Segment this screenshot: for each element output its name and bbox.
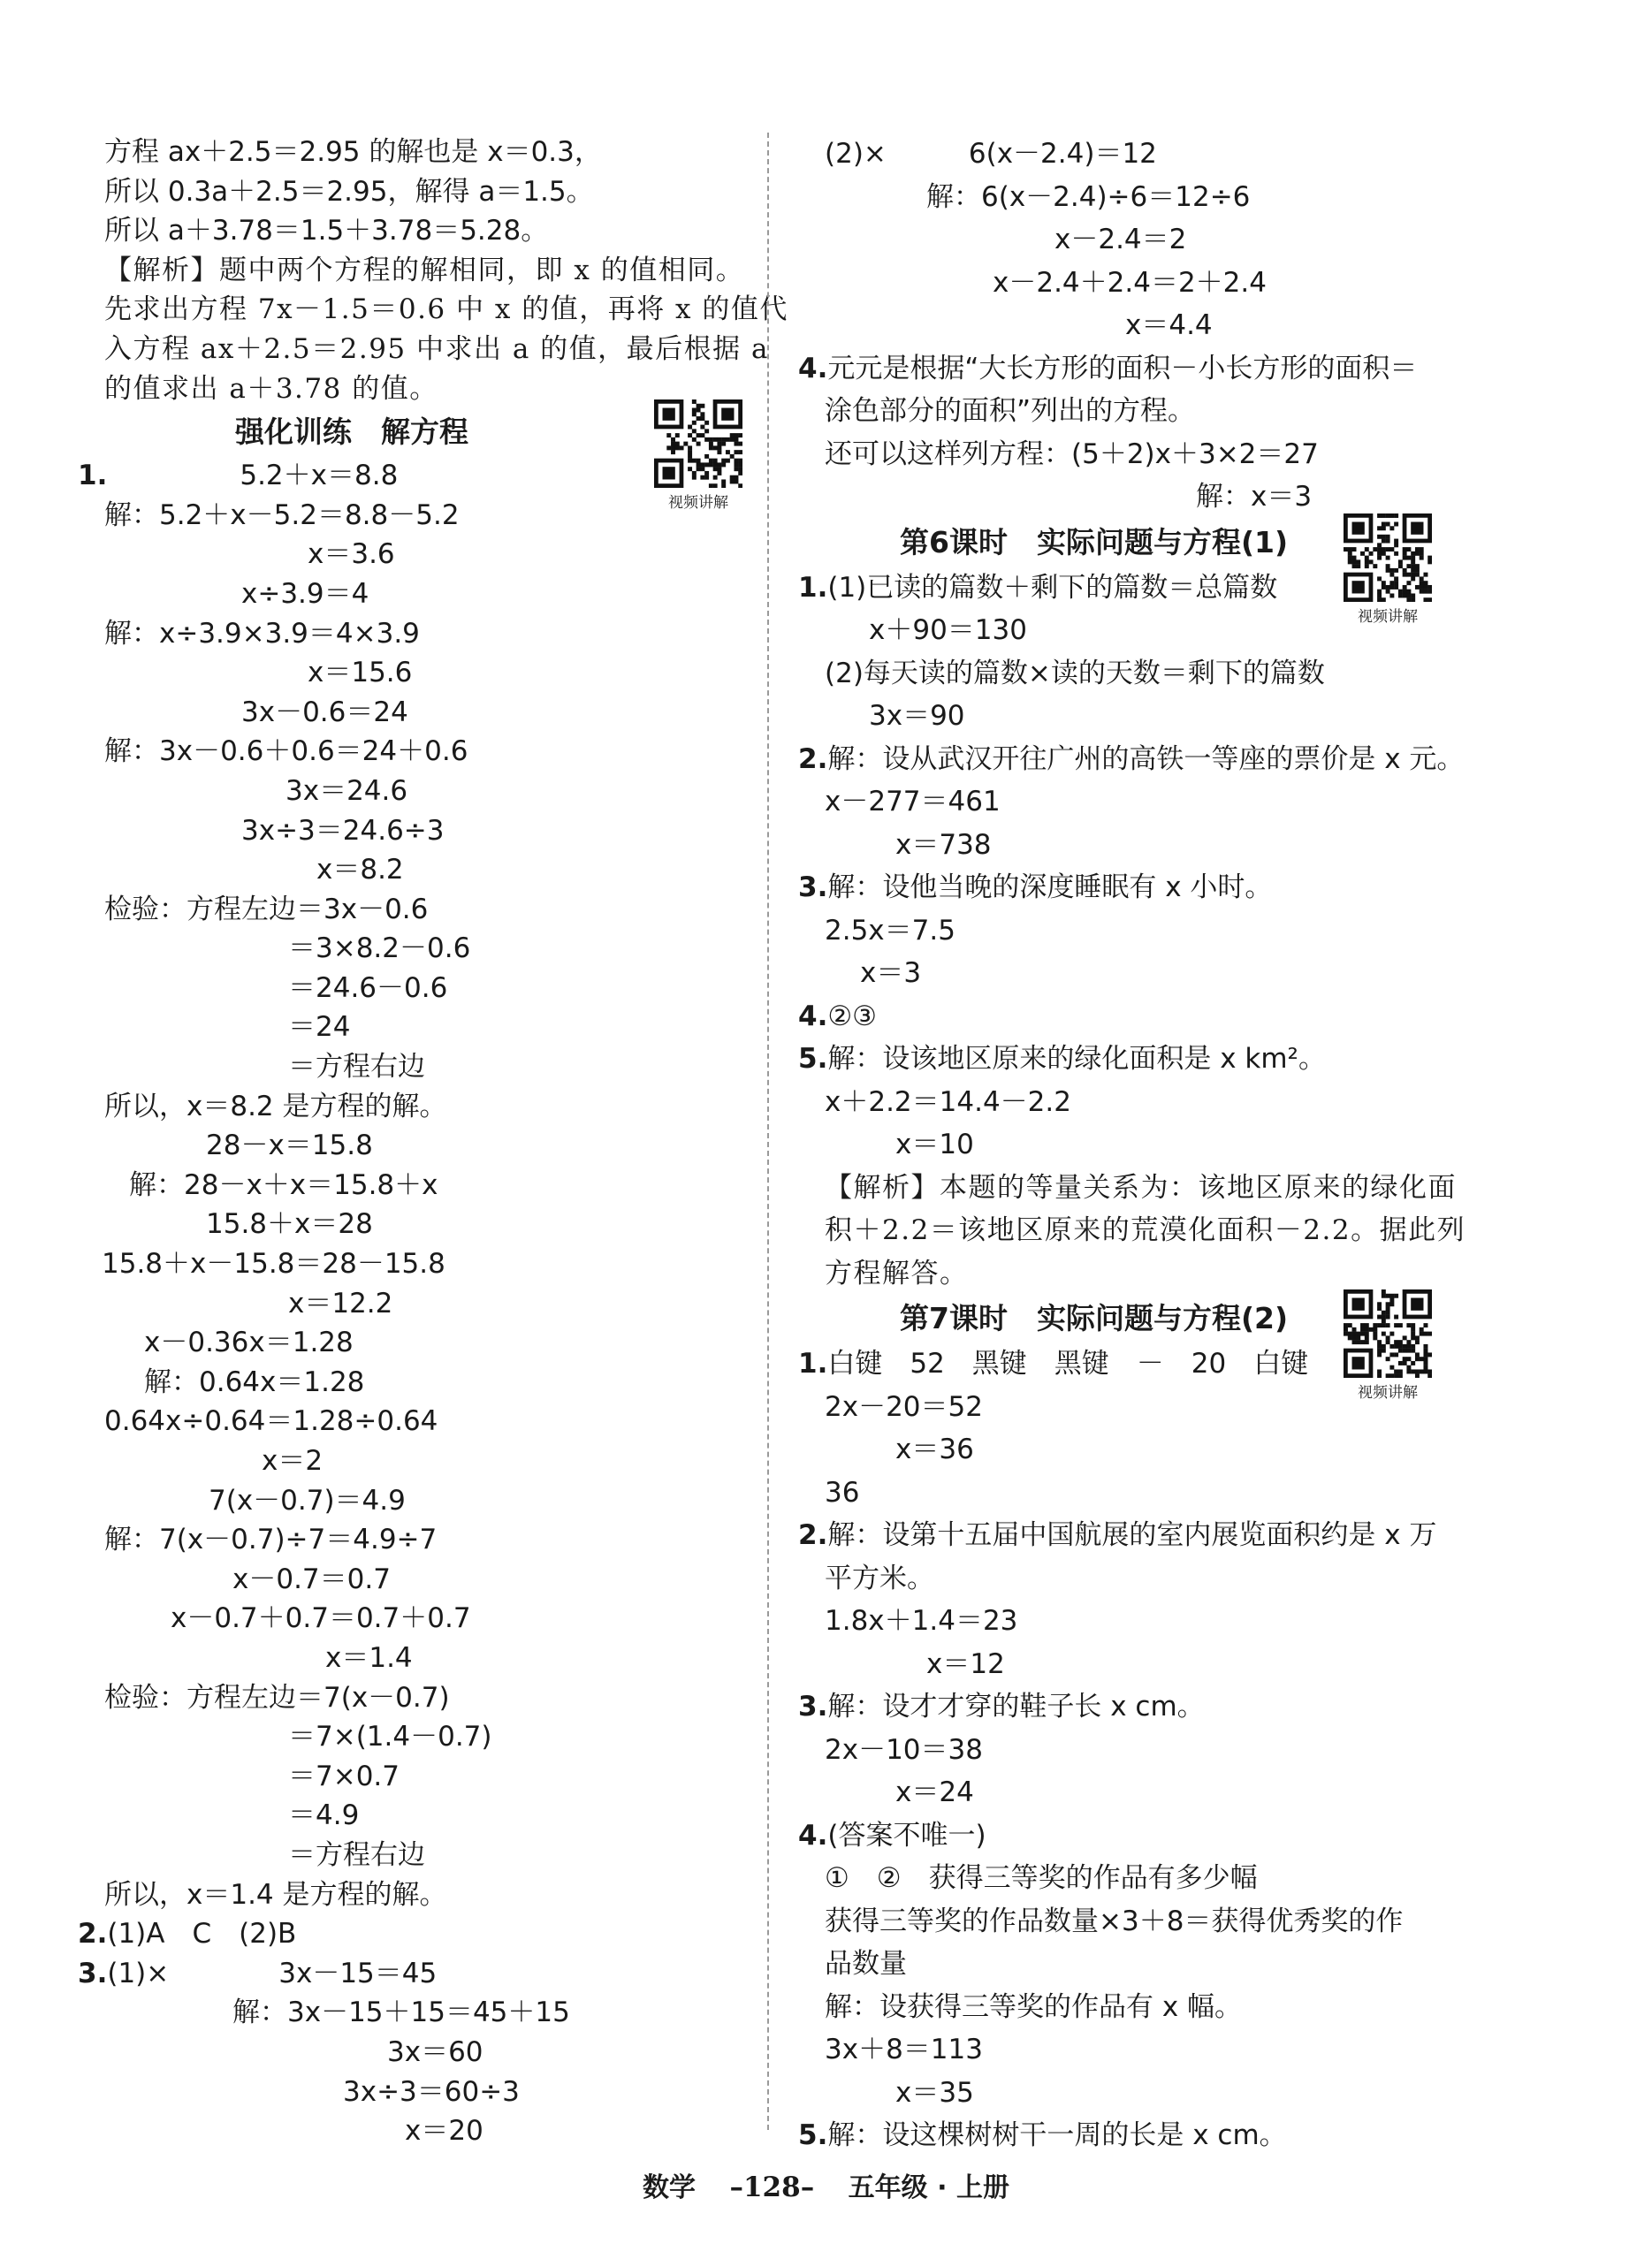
line-text: 3x÷3＝24.6÷3 xyxy=(241,814,445,847)
question-number: 1. xyxy=(78,460,108,492)
line-text: 解：0.64x＝1.28 xyxy=(144,1365,365,1398)
line-text: ＝3×8.2－0.6 xyxy=(288,932,471,965)
answer-line xyxy=(104,535,763,574)
answer-line xyxy=(78,1954,763,1994)
answer-line xyxy=(798,652,1457,696)
line-text: 解：7(x－0.7)÷7＝4.9÷7 xyxy=(104,1524,438,1556)
line-text: 解：x＝3 xyxy=(1196,481,1313,513)
answer-line xyxy=(798,1472,1457,1515)
line-text: 积＋2.2＝该地区原来的荒漠化面积－2.2。据此列 xyxy=(825,1214,1466,1246)
answer-line xyxy=(104,211,763,251)
line-text: x＝3 xyxy=(860,957,922,989)
line-text: x＝10 xyxy=(895,1129,974,1160)
line-text: x＝3.6 xyxy=(308,538,395,571)
line-text: 解：28－x＋x＝15.8＋x xyxy=(129,1168,438,1201)
answer-line xyxy=(798,2114,1457,2157)
answer-line xyxy=(104,732,763,772)
line-text: 解：设从武汉开往广州的高铁一等座的票价是 x 元。 xyxy=(827,742,1465,775)
line-text: (1)A C (2)B xyxy=(107,1918,297,1951)
answer-line xyxy=(104,850,763,890)
answer-line xyxy=(104,1244,763,1284)
question-number: 1. xyxy=(798,571,828,604)
line-text: x＝1.4 xyxy=(325,1641,413,1674)
line-text: 2.5x＝7.5 xyxy=(825,914,955,947)
line-text: 【解析】题中两个方程的解相同，即 x 的值相同。 xyxy=(104,254,745,286)
line-text: 方程 ax＋2.5＝2.95 的解也是 x＝0.3， xyxy=(104,136,602,168)
line-text: 解：3x－0.6＋0.6＝24＋0.6 xyxy=(104,735,468,768)
analysis-line xyxy=(104,251,763,291)
line-text: 3x＝90 xyxy=(869,700,965,732)
line-text: x＝4.4 xyxy=(1125,309,1213,341)
line-text: x＋2.2＝14.4－2.2 xyxy=(825,1085,1071,1118)
answer-line xyxy=(798,390,1457,433)
answer-line xyxy=(798,1771,1457,1814)
answer-line xyxy=(104,172,763,212)
answer-line xyxy=(798,1857,1457,1900)
answer-line xyxy=(798,1814,1457,1858)
answer-line xyxy=(104,1560,763,1600)
line-text: 方程解答。 xyxy=(825,1257,969,1289)
answer-line xyxy=(798,952,1457,995)
line-text: 15.8＋x＝28 xyxy=(206,1208,373,1241)
line-text: 所以，x＝1.4 是方程的解。 xyxy=(104,1878,447,1911)
line-text: x＝15.6 xyxy=(308,657,413,689)
line-text: x－0.7＋0.7＝0.7＋0.7 xyxy=(171,1602,471,1635)
line-text: ＝方程右边 xyxy=(288,1051,425,1084)
line-text: x＝20 xyxy=(405,2115,483,2148)
line-text: 2x－20＝52 xyxy=(825,1390,983,1423)
line-text: x－2.4＝2 xyxy=(1054,224,1187,255)
answer-line xyxy=(104,1993,763,2033)
answer-line xyxy=(798,218,1457,262)
answer-line xyxy=(798,824,1457,867)
line-text: x－0.7＝0.7 xyxy=(232,1563,391,1595)
line-text: ②③ xyxy=(827,1000,877,1032)
answer-line xyxy=(798,347,1457,391)
analysis-line xyxy=(104,330,770,369)
answer-line xyxy=(798,909,1457,953)
answer-line xyxy=(78,1914,763,1954)
line-text: 解：x÷3.9×3.9＝4×3.9 xyxy=(104,617,420,650)
line-text: x－2.4＋2.4＝2＋2.4 xyxy=(993,266,1267,299)
line-text: (1)已读的篇数＋剩下的篇数＝总篇数 xyxy=(827,571,1278,604)
answer-line xyxy=(798,780,1457,824)
answer-line xyxy=(798,1600,1457,1643)
qr-caption: 视频讲解 xyxy=(668,494,728,513)
answer-line xyxy=(798,1123,1457,1167)
answer-line xyxy=(104,1875,763,1915)
section-title: 强化训练 解方程 xyxy=(235,415,468,450)
question-number: 3. xyxy=(798,1691,828,1723)
line-text: x－0.36x＝1.28 xyxy=(144,1327,354,1359)
answer-line xyxy=(104,1008,763,1047)
question-number: 3. xyxy=(798,871,828,903)
answer-line xyxy=(798,133,1457,176)
answer-line xyxy=(104,1441,763,1481)
answer-line xyxy=(104,811,763,851)
answer-line xyxy=(104,1796,763,1836)
answer-line xyxy=(798,1514,1457,1557)
line-text: 7(x－0.7)＝4.9 xyxy=(209,1484,406,1517)
answer-line xyxy=(104,1126,763,1166)
analysis-line xyxy=(104,290,788,330)
page-number: –128– xyxy=(729,2172,815,2203)
qr-code-icon[interactable] xyxy=(1344,513,1432,602)
answer-line xyxy=(104,1363,763,1403)
line-text: 1.8x＋1.4＝23 xyxy=(825,1605,1018,1637)
question-number: 4. xyxy=(798,1819,828,1852)
analysis-line xyxy=(798,1167,1457,1210)
line-text: 解：设才才穿的鞋子长 x cm。 xyxy=(827,1691,1205,1723)
answer-line xyxy=(104,772,763,811)
line-text: x＝2 xyxy=(262,1445,324,1477)
answer-line xyxy=(798,176,1457,219)
answer-line xyxy=(104,1323,763,1363)
footer-grade: 五年级 · 上册 xyxy=(848,2172,1009,2203)
line-text: 解：5.2＋x－5.2＝8.8－5.2 xyxy=(104,498,460,531)
answer-line xyxy=(104,133,763,172)
qr-caption: 视频讲解 xyxy=(1358,607,1418,626)
line-text: 15.8＋x－15.8＝28－15.8 xyxy=(102,1248,445,1281)
line-text: 检验：方程左边＝7(x－0.7) xyxy=(104,1681,450,1714)
answer-line xyxy=(798,2072,1457,2115)
answer-line xyxy=(104,1717,763,1757)
line-text: 3x÷3＝60÷3 xyxy=(343,2075,520,2108)
line-text: 解：设该地区原来的绿化面积是 x km²。 xyxy=(827,1043,1326,1075)
line-text: 还可以这样列方程：(5＋2)x＋3×2＝27 xyxy=(825,437,1319,470)
line-text: x＝12 xyxy=(926,1647,1005,1680)
answer-line xyxy=(104,1087,763,1127)
line-text: 3x＝24.6 xyxy=(285,774,408,807)
question-number: 2. xyxy=(798,1519,828,1551)
line-text: ＝24 xyxy=(288,1011,351,1044)
line-text: 平方米。 xyxy=(825,1562,934,1594)
right-column xyxy=(798,133,1466,2157)
qr-caption: 视频讲解 xyxy=(1358,1384,1418,1402)
line-text: 解：设这棵树树干一周的长是 x cm。 xyxy=(827,2119,1287,2151)
line-text: 先求出方程 7x－1.5＝0.6 中 x 的值，再将 x 的值代 xyxy=(104,293,788,326)
line-text: ① ② 获得三等奖的作品有多少幅 xyxy=(825,1862,1258,1894)
line-text: 品数量 xyxy=(825,1948,907,1980)
line-text: 所以，x＝8.2 是方程的解。 xyxy=(104,1090,447,1122)
line-text: 所以 0.3a＋2.5＝2.95，解得 a＝1.5。 xyxy=(104,175,594,208)
line-text: ＝4.9 xyxy=(288,1799,360,1832)
line-text: 3x＋8＝113 xyxy=(825,2034,983,2065)
answer-line xyxy=(104,929,763,969)
line-text: x÷3.9＝4 xyxy=(241,577,369,610)
answer-line xyxy=(798,1685,1457,1729)
line-text: (2)每天读的篇数×读的天数＝剩下的篇数 xyxy=(825,657,1325,689)
line-text: 3x－0.6＝24 xyxy=(241,696,408,728)
line-text: 解：6(x－2.4)÷6＝12÷6 xyxy=(926,180,1251,213)
answer-line xyxy=(104,1166,763,1206)
answer-line xyxy=(798,738,1465,781)
answer-line xyxy=(104,1284,763,1324)
column-divider xyxy=(767,133,769,2130)
qr-code-icon[interactable] xyxy=(654,399,742,488)
question-number: 1. xyxy=(798,1348,828,1380)
line-text: 解：设第十五届中国航展的室内展览面积约是 x 万 xyxy=(827,1519,1437,1551)
qr-code-icon[interactable] xyxy=(1344,1289,1432,1378)
line-text: (2)× 6(x－2.4)＝12 xyxy=(825,138,1157,170)
answer-line xyxy=(104,969,763,1008)
answer-line xyxy=(104,1205,763,1244)
question-number: 5. xyxy=(798,2119,828,2151)
answer-line xyxy=(798,1986,1457,2029)
analysis-line xyxy=(798,1252,1457,1296)
line-text: 元元是根据“大长方形的面积－小长方形的面积＝ xyxy=(827,352,1418,384)
question-number: 5. xyxy=(798,1043,828,1075)
line-text: ＝24.6－0.6 xyxy=(288,971,448,1004)
question-number: 2. xyxy=(798,742,828,775)
answer-line xyxy=(798,1081,1457,1124)
answer-line xyxy=(104,574,763,614)
line-text: 获得三等奖的作品数量×3＋8＝获得优秀奖的作 xyxy=(825,1905,1404,1937)
line-text: 【解析】本题的等量关系为：该地区原来的绿化面 xyxy=(825,1171,1457,1204)
analysis-line xyxy=(798,1209,1466,1252)
line-text: x＝8.2 xyxy=(316,854,404,886)
line-text: 所以 a＋3.78＝1.5＋3.78＝5.28。 xyxy=(104,215,549,247)
answer-line xyxy=(798,1643,1457,1686)
page-footer xyxy=(0,2165,1652,2204)
line-text: 解：3x－15＋15＝45＋15 xyxy=(232,1997,570,2029)
line-text: 36 xyxy=(825,1476,860,1509)
answer-line xyxy=(798,866,1457,909)
answer-line xyxy=(104,1599,763,1639)
answer-line xyxy=(104,1757,763,1797)
answer-line xyxy=(104,1047,763,1087)
answer-line xyxy=(104,2033,763,2073)
line-text: (答案不唯一) xyxy=(827,1819,986,1852)
lesson-6-title: 第6课时 实际问题与方程(1) xyxy=(900,524,1289,559)
line-text: 28－x＝15.8 xyxy=(206,1130,373,1162)
line-text: 涂色部分的面积”列出的方程。 xyxy=(825,395,1196,427)
line-text: 白键 52 黑键 黑键 － 20 白键 xyxy=(827,1348,1309,1380)
answer-line xyxy=(798,1428,1457,1472)
answer-line xyxy=(104,693,763,733)
line-text: x＋90＝130 xyxy=(869,614,1027,646)
answer-line xyxy=(104,614,763,654)
answer-line xyxy=(798,1557,1457,1601)
question-number: 4. xyxy=(798,1000,828,1032)
question-number: 3. xyxy=(78,1957,108,1989)
question-number: 2. xyxy=(78,1918,108,1951)
answer-line xyxy=(798,1038,1457,1081)
lesson-7-title: 第7课时 实际问题与方程(2) xyxy=(900,1301,1289,1335)
line-text: 入方程 ax＋2.5＝2.95 中求出 a 的值，最后根据 a xyxy=(104,332,770,365)
line-text: x＝35 xyxy=(895,2076,974,2109)
line-text: 3x＝60 xyxy=(387,2035,483,2068)
line-text: 解：设获得三等奖的作品有 x 幅。 xyxy=(825,1990,1243,2023)
answer-line xyxy=(104,1481,763,1521)
line-text: 5.2＋x＝8.8 xyxy=(240,460,399,492)
answer-line xyxy=(798,2028,1457,2072)
line-text: x＝36 xyxy=(895,1434,974,1465)
answer-line xyxy=(104,1678,763,1718)
answer-line xyxy=(798,475,1457,519)
answer-line xyxy=(798,1943,1457,1986)
line-text: ＝7×(1.4－0.7) xyxy=(288,1721,492,1753)
answer-line xyxy=(798,995,1457,1038)
answer-line xyxy=(104,1836,763,1875)
line-text: x－277＝461 xyxy=(825,786,1001,818)
line-text: x＝738 xyxy=(895,828,992,861)
line-text: ＝方程右边 xyxy=(288,1838,425,1871)
line-text: (1)× 3x－15＝45 xyxy=(107,1957,438,1989)
answer-line xyxy=(104,653,763,693)
line-text: 0.64x÷0.64＝1.28÷0.64 xyxy=(104,1405,438,1438)
answer-line xyxy=(104,2111,763,2151)
question-number: 4. xyxy=(798,352,828,384)
answer-line xyxy=(104,1520,763,1560)
answer-line xyxy=(104,2073,763,2112)
line-text: 检验：方程左边＝3x－0.6 xyxy=(104,893,429,925)
line-text: ＝7×0.7 xyxy=(288,1760,400,1792)
line-text: 的值求出 a＋3.78 的值。 xyxy=(104,372,438,405)
answer-line xyxy=(798,1900,1457,1943)
line-text: 解：设他当晚的深度睡眠有 x 小时。 xyxy=(827,871,1273,903)
line-text: 2x－10＝38 xyxy=(825,1733,983,1766)
answer-line xyxy=(798,695,1457,738)
answer-line xyxy=(104,1639,763,1678)
line-text: x＝24 xyxy=(895,1776,974,1808)
answer-line xyxy=(104,890,763,930)
answer-line xyxy=(798,1729,1457,1772)
line-text: x＝12.2 xyxy=(288,1287,393,1320)
answer-line xyxy=(104,1402,763,1441)
answer-line xyxy=(798,304,1457,347)
answer-line xyxy=(798,262,1457,305)
answer-line xyxy=(798,433,1457,476)
footer-subject: 数学 xyxy=(643,2172,697,2203)
